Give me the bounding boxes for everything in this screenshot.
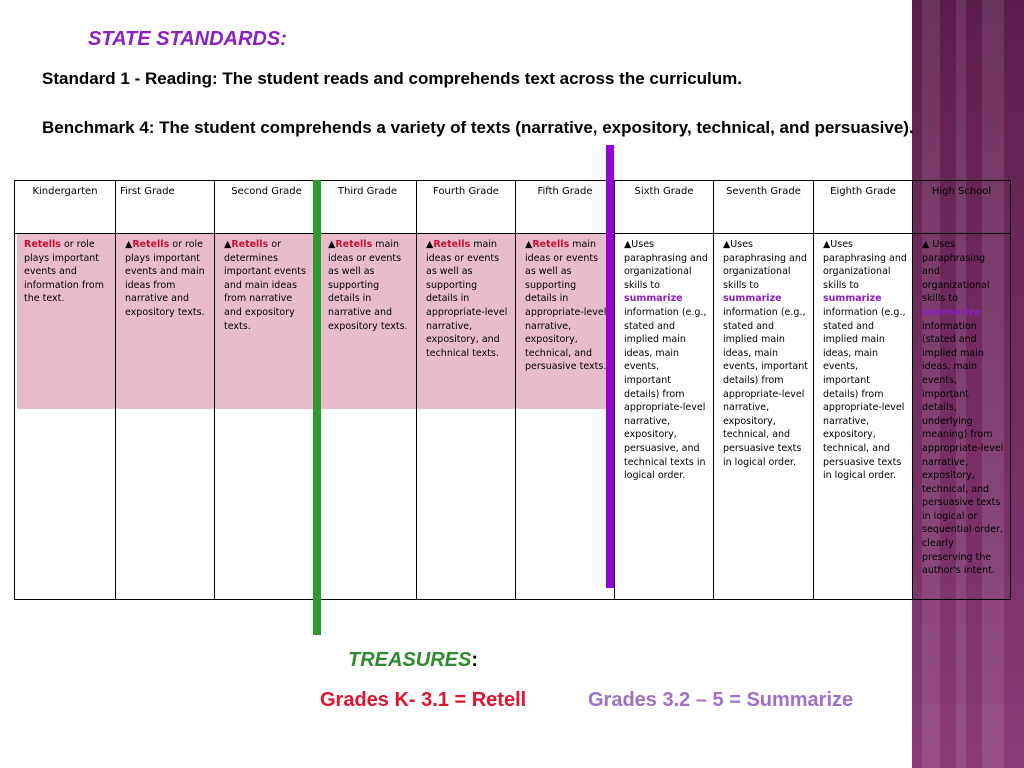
cell-kindergarten: Retells or role plays important events and information from the text.: [15, 234, 116, 600]
keyword-retells: Retells: [335, 239, 373, 250]
summarize-divider-purple: [606, 145, 614, 588]
slide-title: STATE STANDARDS:: [88, 28, 287, 50]
cell-high-school: ▲ Uses paraphrasing and organizational skills to summarize information (stated and implied main ideas, main events, important details, underlying meaning) from appropriate-level narrative, expository, technical, and persuasive texts in logical or sequential order, clearly preserving the author's intent.: [913, 234, 1011, 600]
header-second-grade: Second Grade: [215, 181, 319, 234]
keyword-summarize: summarize: [922, 306, 981, 318]
cell-fifth-grade: ▲Retells main ideas or events as well as supporting details in appropriate-level narrative, expository, technical, and persuasive texts.: [516, 234, 615, 600]
benchmark-row: [15, 234, 1011, 600]
keyword-summarize: summarize: [723, 293, 782, 305]
grades-summarize-label: Grades 3.2 – 5 = Summarize: [588, 689, 854, 711]
keyword-retells: Retells: [231, 239, 269, 250]
header-kindergarten: Kindergarten: [15, 181, 116, 234]
cell-seventh-grade: ▲Uses paraphrasing and organizational skills to summarize information (e.g., stated and implied main ideas, main events, important details) from appropriate-level narrative, expository, technical, and persuasive texts in logical order.: [714, 234, 814, 600]
header-sixth-grade: Sixth Grade: [615, 181, 714, 234]
cell-eighth-grade: ▲Uses paraphrasing and organizational skills to summarize information (e.g., stated and implied main ideas, main events, important details) from appropriate-level narrative, expository, technical, and persuasive texts in logical order.: [814, 234, 913, 600]
cell-third-grade: ▲Retells main ideas or events as well as supporting details in narrative and expository texts.: [319, 234, 417, 600]
header-fourth-grade: Fourth Grade: [417, 181, 516, 234]
header-eighth-grade: Eighth Grade: [814, 181, 913, 234]
keyword-retells: Retells: [433, 239, 471, 250]
keyword-retells: Retells: [24, 239, 61, 250]
header-third-grade: Third Grade: [319, 181, 417, 234]
header-high-school: High School: [913, 181, 1011, 234]
header-seventh-grade: Seventh Grade: [714, 181, 814, 234]
standards-table: [14, 180, 1011, 600]
header-first-grade: First Grade: [116, 181, 215, 234]
retell-divider-green: [313, 180, 321, 635]
grades-retell-label: Grades K- 3.1 = Retell: [320, 689, 527, 711]
cell-first-grade: ▲Retells or role plays important events and main ideas from narrative and expository texts.: [116, 234, 215, 600]
standard-text: Standard 1 - Reading: The student reads and comprehends text across the curriculum.: [42, 69, 742, 88]
cell-fourth-grade: ▲Retells main ideas or events as well as supporting details in appropriate-level narrative, expository, and technical texts.: [417, 234, 516, 600]
keyword-retells: Retells: [532, 239, 570, 250]
treasures-heading: TREASURES:: [348, 649, 479, 671]
keyword-summarize: summarize: [823, 293, 882, 305]
benchmark-text: Benchmark 4: The student comprehends a variety of texts (narrative, expository, technical, and persuasive).: [42, 118, 914, 137]
cell-sixth-grade: ▲Uses paraphrasing and organizational skills to summarize information (e.g., stated and implied main ideas, main events, important details) from appropriate-level narrative, expository, persuasive, and technical texts in logical order.: [615, 234, 714, 600]
keyword-retells: Retells: [132, 239, 170, 250]
grade-header-row: [15, 181, 1011, 234]
cell-second-grade: ▲Retells or determines important events and main ideas from narrative and expository texts.: [215, 234, 319, 600]
header-fifth-grade: Fifth Grade: [516, 181, 615, 234]
keyword-summarize: summarize: [624, 293, 683, 305]
